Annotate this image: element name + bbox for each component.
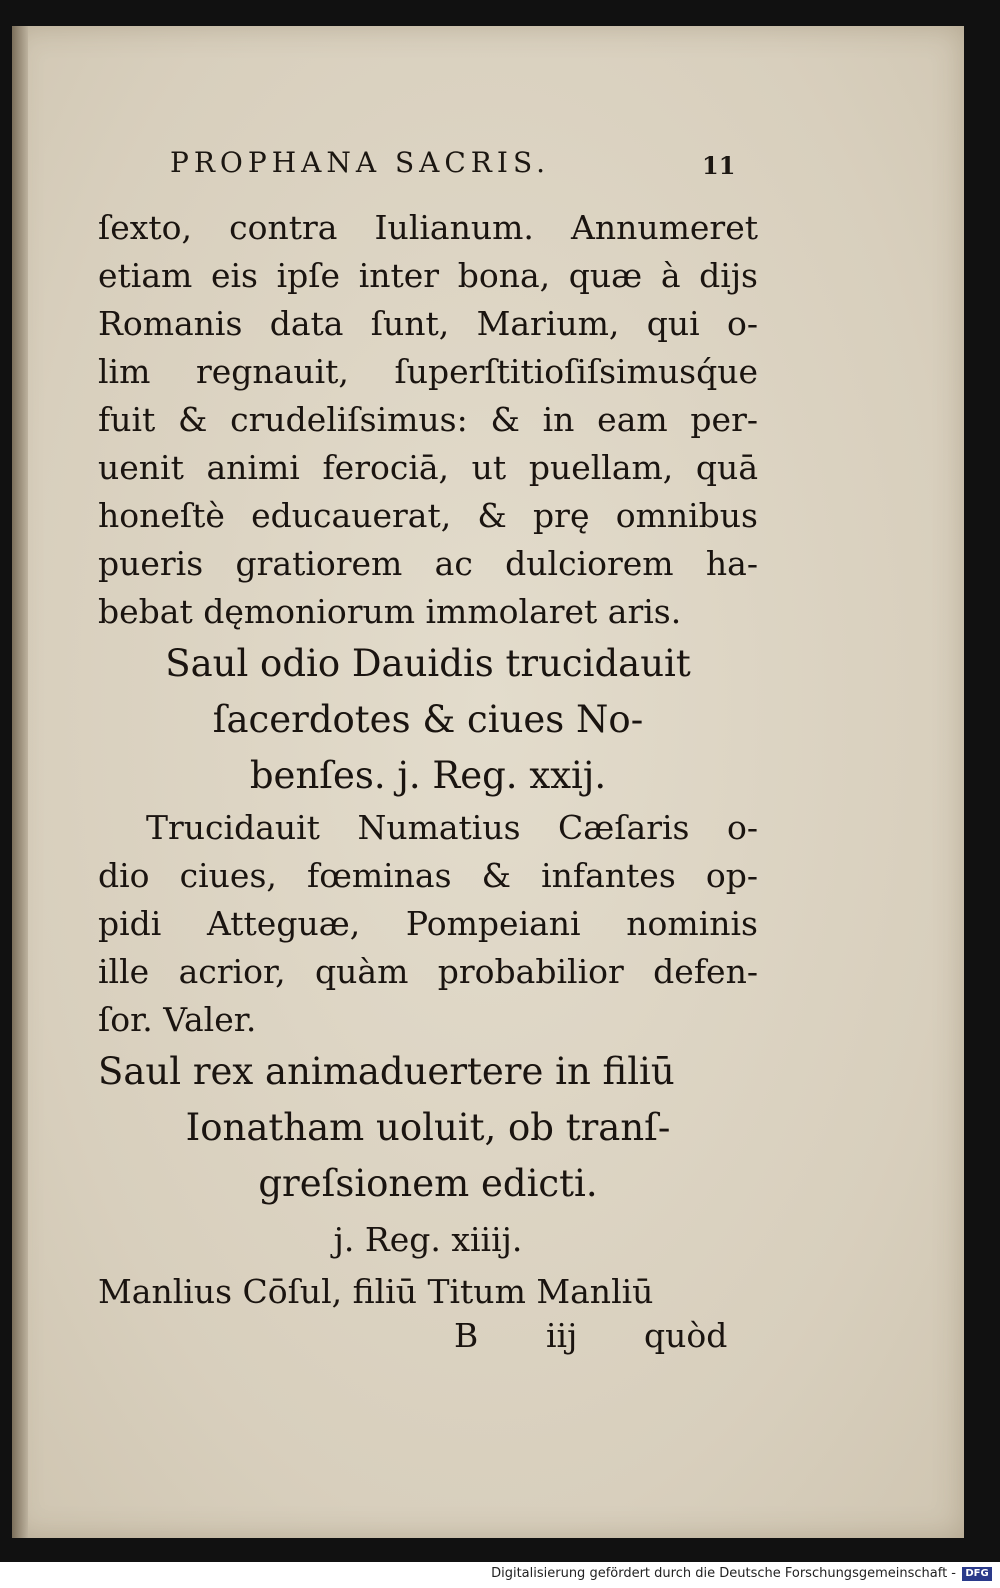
catchword: quòd xyxy=(644,1316,728,1355)
section-heading-line: benſes. j. Reg. xxij. xyxy=(249,754,607,797)
text-line: fuit & crudeliſsimus: & in eam per- xyxy=(98,400,758,439)
footer-bar xyxy=(0,1562,1000,1588)
dfg-logo: DFG xyxy=(962,1567,992,1581)
book-page xyxy=(12,26,964,1538)
text-line: Manlius Cōſul, filiū Titum Manliū xyxy=(98,1272,654,1311)
folio-number: 11 xyxy=(702,151,736,180)
text-line: honeſtè educauerat, & prę omnibus xyxy=(98,496,758,535)
signature-mark: B xyxy=(454,1316,479,1355)
text-line: Romanis data ſunt, Marium, qui o- xyxy=(98,304,758,343)
section-heading-line: Saul odio Dauidis trucidauit xyxy=(165,642,691,685)
text-line: lim regnauit, ſuperſtitioſiſsimusq́ue xyxy=(98,352,758,391)
text-line: ſor. Valer. xyxy=(98,1000,257,1039)
text-line: etiam eis ipſe inter bona, quæ à dijs xyxy=(98,256,758,295)
text-line: uenit animi ferociā, ut puellam, quā xyxy=(98,448,758,487)
section-heading-line: Ionatham uoluit, ob tranſ- xyxy=(185,1106,671,1149)
section-heading-line: ſacerdotes & ciues No- xyxy=(212,698,644,741)
text-line: bebat dęmoniorum immolaret aris. xyxy=(98,592,682,631)
section-heading-line: j. Reg. xiiij. xyxy=(333,1220,523,1259)
section-heading-line: greſsionem edicti. xyxy=(258,1162,598,1205)
text-line: pidi Atteguæ, Pompeiani nominis xyxy=(98,904,758,943)
signature-number: iij xyxy=(546,1316,578,1355)
funding-note: Digitalisierung gefördert durch die Deutsche Forschungsgemeinschaft - xyxy=(491,1566,956,1581)
text-line: Trucidauit Numatius Cæſaris o- xyxy=(146,808,758,847)
text-line: pueris gratiorem ac dulciorem ha- xyxy=(98,544,758,583)
text-line: dio ciues, fœminas & infantes op- xyxy=(98,856,758,895)
catchline xyxy=(98,1316,758,1364)
section-heading-line: Saul rex animaduertere in filiū xyxy=(98,1050,675,1093)
running-head: PROPHANA SACRIS. xyxy=(170,146,551,179)
text-block xyxy=(98,204,758,1364)
page-gutter xyxy=(12,26,28,1538)
text-line: ſexto, contra Iulianum. Annumeret xyxy=(98,208,758,247)
text-line: ille acrior, quàm probabilior defen- xyxy=(98,952,758,991)
